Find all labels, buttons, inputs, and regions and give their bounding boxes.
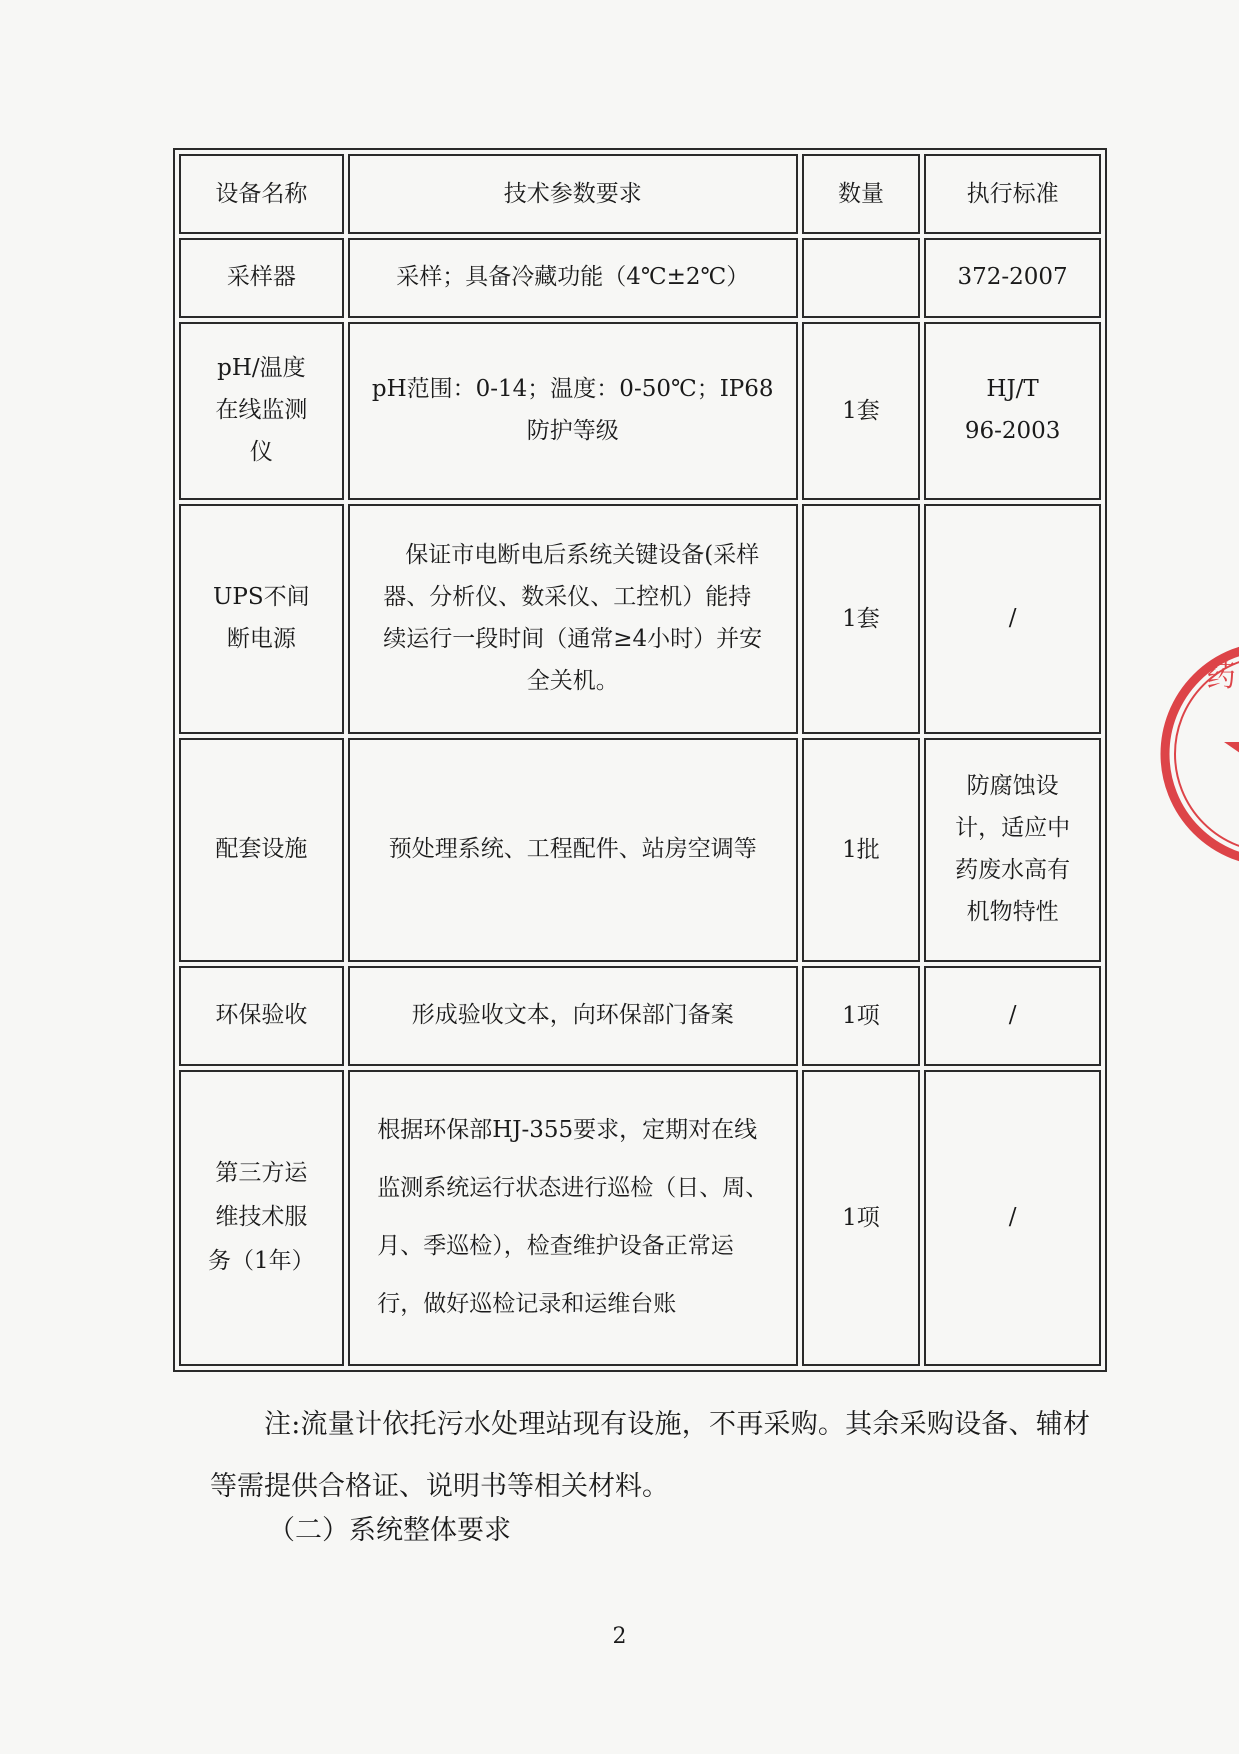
page-number: 2 [612,1624,627,1649]
seal-text: 药 [1206,659,1236,694]
header-tech-spec: 技术参数要求 [348,154,798,234]
cell-line: 月、季巡检），检查维护设备正常运 [377,1233,734,1259]
red-seal-stamp [1148,626,1239,882]
cell-tech-spec [348,238,798,318]
cell-line: / [1008,605,1017,632]
cell-line: HJ/T [986,376,1039,403]
header-equipment-name: 设备名称 [179,154,344,234]
cell-standard [924,504,1101,734]
table-row [179,1070,1101,1366]
cell-line: 务（1年） [208,1247,315,1274]
cell-line: 环保验收 [215,1002,308,1029]
cell-standard [924,1070,1101,1366]
cell-line: 预处理系统、工程配件、站房空调等 [388,836,757,863]
table-row [179,966,1101,1066]
cell-equipment-name [179,966,344,1066]
cell-line: 96-2003 [964,418,1061,444]
cell-standard [924,738,1101,962]
cell-line: 采样；具备冷藏功能（4℃±2℃） [396,264,750,291]
cell-equipment-name [179,238,344,318]
cell-equipment-name [179,738,344,962]
cell-line: 断电源 [226,626,296,652]
cell-standard [924,966,1101,1066]
cell-tech-spec [348,504,798,734]
cell-line: / [1008,1204,1017,1231]
cell-line: pH/温度 [217,355,306,382]
cell-line: 形成验收文本，向环保部门备案 [411,1002,734,1029]
cell-line: 防护等级 [526,418,619,444]
seal-star-icon [1224,712,1239,790]
cell-equipment-name [179,504,344,734]
section-heading: （二）系统整体要求 [268,1515,511,1546]
cell-quantity: 1项 [802,966,921,1066]
cell-quantity [802,238,921,318]
cell-tech-spec [348,1070,798,1366]
cell-line: 全关机。 [526,667,619,694]
cell-line: 器、分析仪、数采仪、工控机）能持 [383,584,752,611]
table-row [179,238,1101,318]
cell-line: 防腐蚀设 [966,773,1059,800]
table-row [179,322,1101,500]
cell-equipment-name [179,1070,344,1366]
cell-line: 机物特性 [966,898,1059,925]
cell-equipment-name [179,322,344,500]
cell-quantity: 1批 [802,738,921,962]
cell-quantity: 1项 [802,1070,921,1366]
footnote: 注:流量计依托污水处理站现有设施，不再采购。其余采购设备、辅材等需提供合格证、说明书等相关材料。 [210,1409,1090,1502]
cell-line: UPS不间 [213,584,310,611]
cell-line: 保证市电断电后系统关键设备(采样 [405,542,760,569]
cell-line: 药废水高有 [955,857,1071,883]
cell-line: 配套设施 [215,836,308,863]
cell-line: 根据环保部HJ-355要求，定期对在线 [377,1117,758,1144]
cell-line: 监测系统运行状态进行巡检（日、周、 [377,1175,769,1202]
cell-line: 仪 [249,438,273,465]
cell-line: / [1008,1002,1017,1029]
cell-quantity: 1套 [802,504,921,734]
equipment-spec-table [173,148,1107,1372]
cell-line: 行，做好巡检记录和运维台账 [377,1290,677,1317]
cell-line: 维技术服 [215,1204,308,1231]
cell-line: 计，适应中 [955,815,1071,842]
cell-line: 续运行一段时间（通常≥4小时）并安 [383,626,763,652]
cell-tech-spec [348,738,798,962]
cell-tech-spec [348,966,798,1066]
table-row [179,738,1101,962]
cell-line: pH范围：0-14；温度：0-50℃；IP68 [371,376,774,403]
cell-standard [924,238,1101,318]
cell-line: 在线监测 [215,397,308,424]
cell-line: 采样器 [226,264,296,291]
cell-tech-spec [348,322,798,500]
cell-standard [924,322,1101,500]
table-header-row [179,154,1101,234]
header-quantity: 数量 [802,154,921,234]
cell-quantity: 1套 [802,322,921,500]
cell-line: 372-2007 [957,264,1068,291]
header-standard: 执行标准 [924,154,1101,234]
cell-line: 第三方运 [215,1160,308,1187]
table-row [179,504,1101,734]
